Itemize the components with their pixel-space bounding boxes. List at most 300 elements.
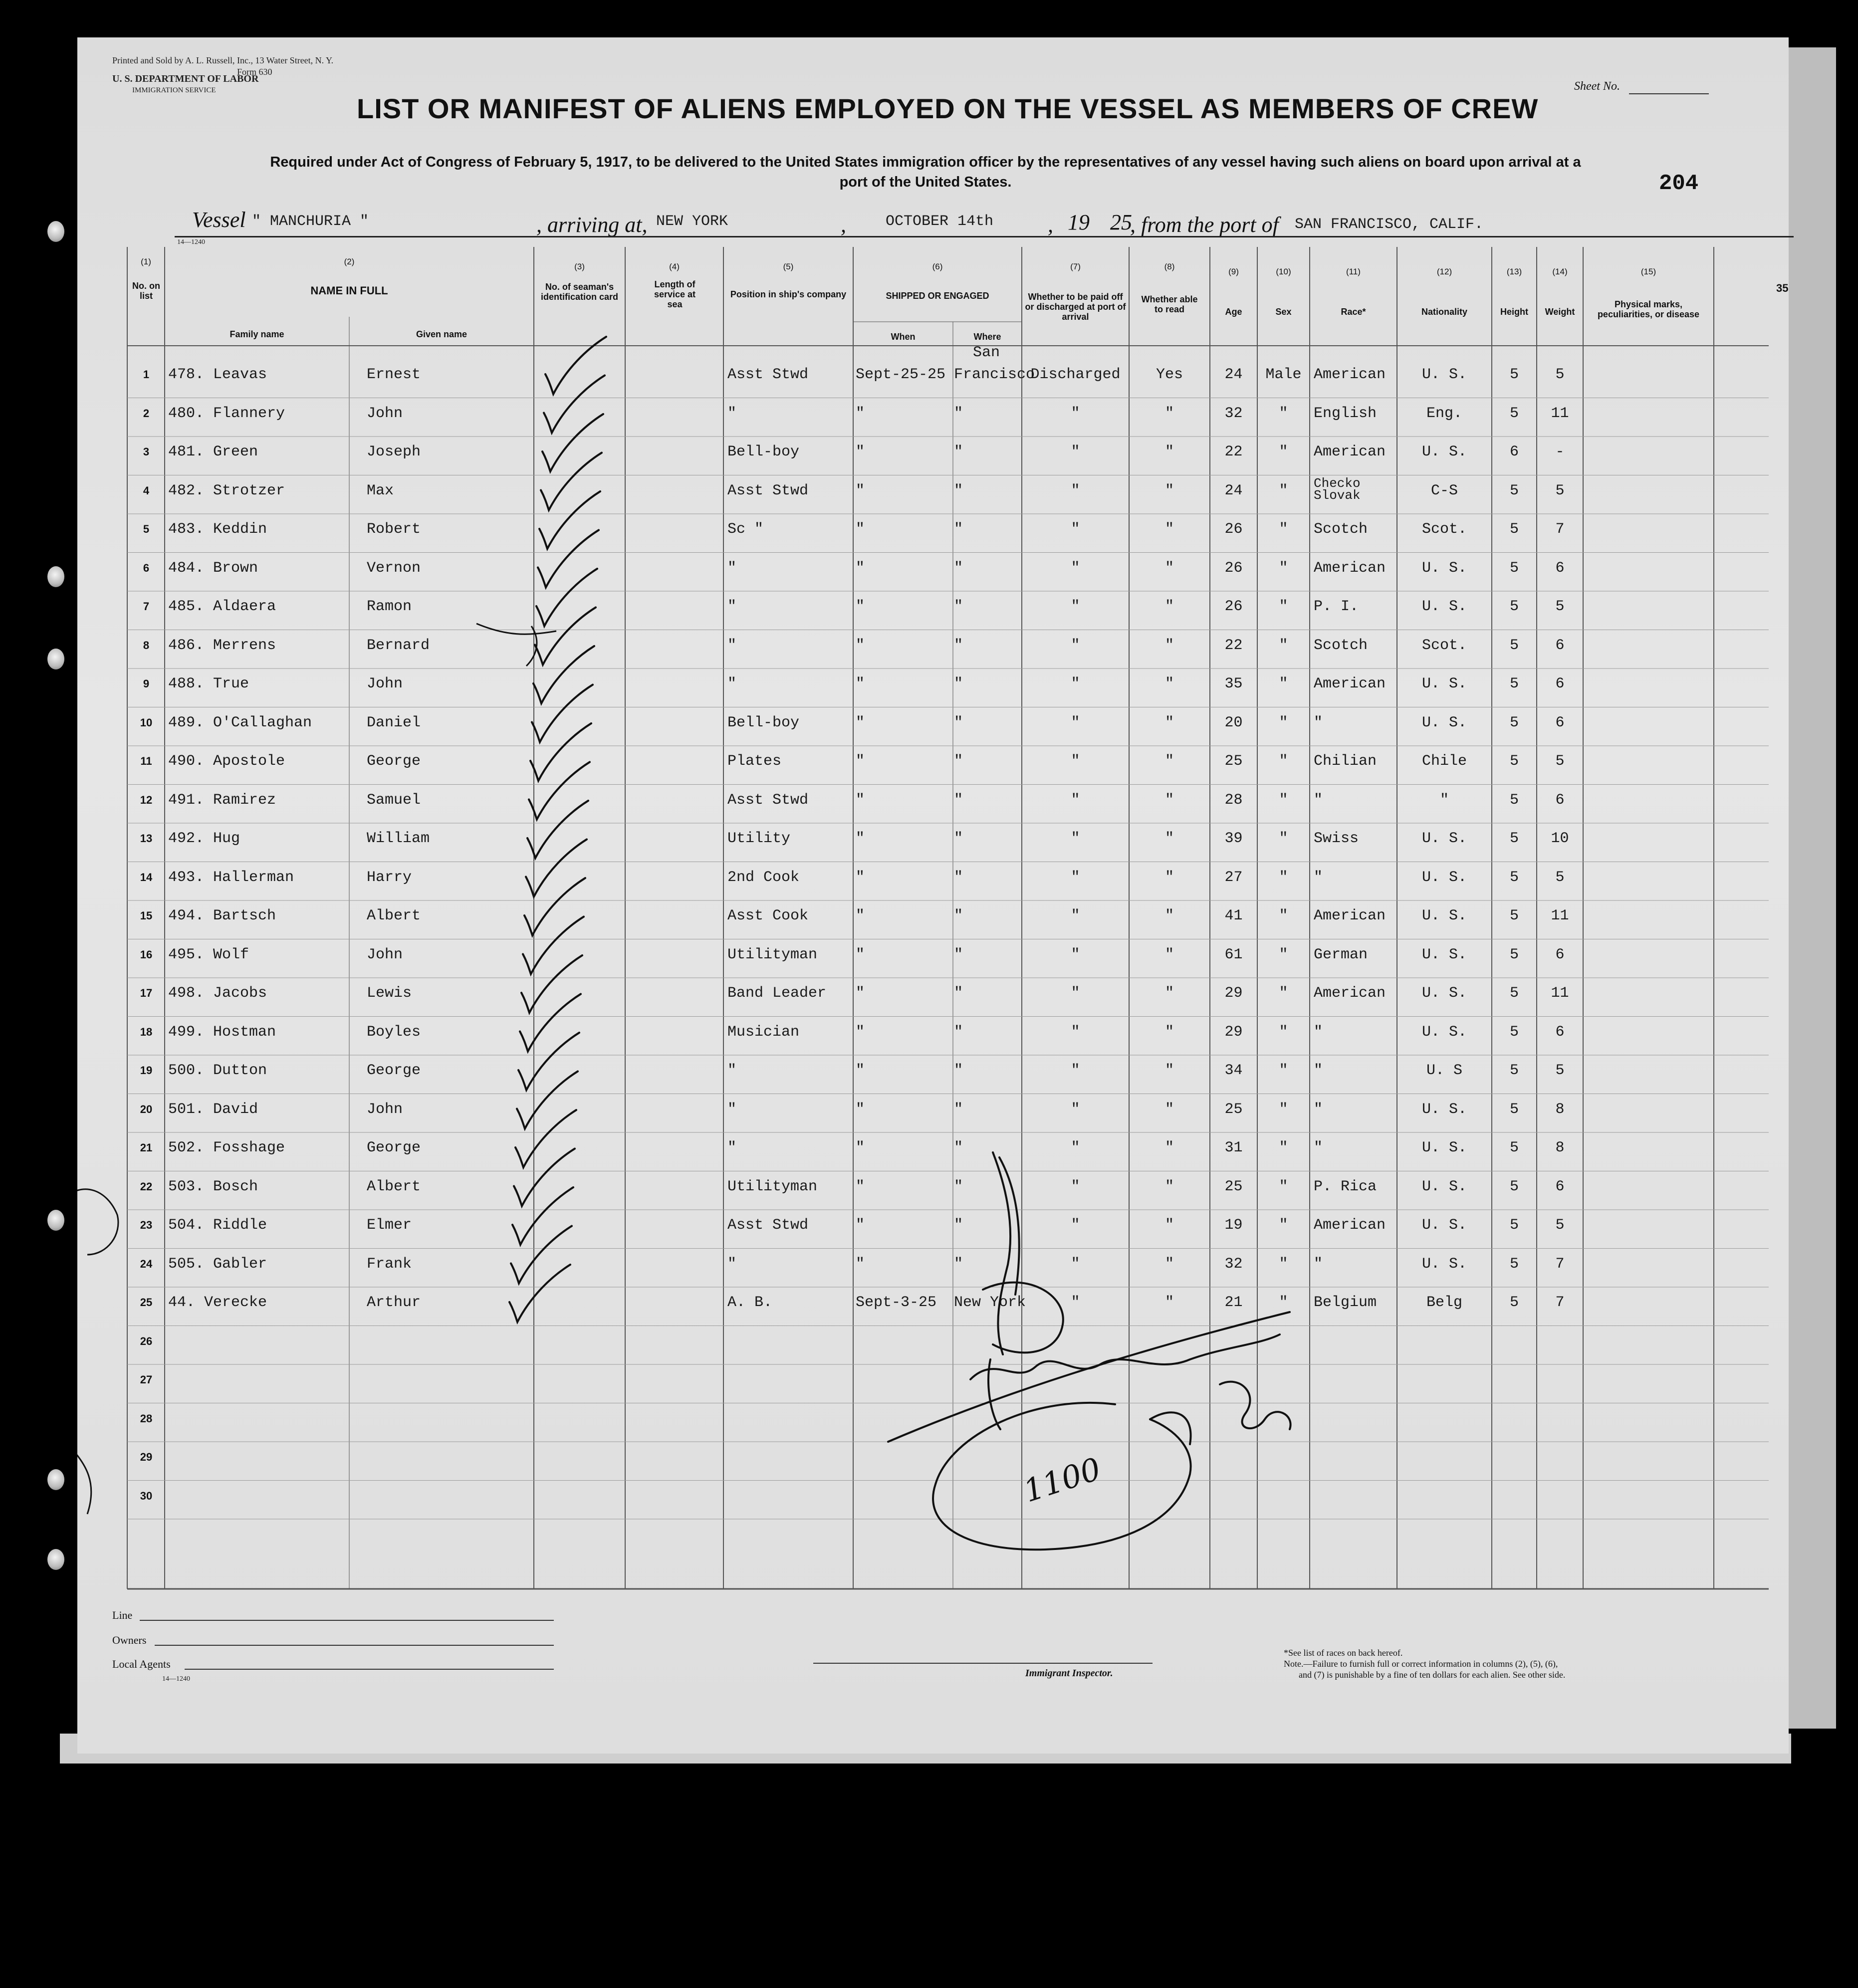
cell-when: " [856, 1101, 865, 1118]
cell-paid: " [1071, 1023, 1080, 1041]
cell-read: " [1164, 1255, 1174, 1273]
cell-paid: Discharged [1030, 366, 1121, 383]
cell-where: " [954, 405, 963, 422]
cell-sex: " [1279, 637, 1288, 654]
cell-read: " [1164, 946, 1174, 963]
year-suffix: 25 [1110, 210, 1132, 234]
binder-hole [47, 1210, 64, 1231]
cell-given: Frank [367, 1255, 412, 1273]
cell-height: 5 [1509, 366, 1519, 383]
cell-weight: 6 [1555, 791, 1565, 809]
cell-sex: " [1279, 869, 1288, 886]
cell-read: " [1164, 1294, 1174, 1311]
col-header-shipped: SHIPPED OR ENGAGED [886, 291, 989, 301]
cell-family: 483. Keddin [168, 521, 267, 538]
cell-race: P. I. [1314, 598, 1359, 615]
cell-height: 5 [1509, 791, 1519, 809]
cell-sex: " [1279, 1062, 1288, 1079]
form-code: 14—1240 [177, 238, 205, 246]
cell-family: 499. Hostman [168, 1023, 276, 1041]
cell-race: English [1314, 405, 1377, 422]
cell-paid: " [1071, 675, 1080, 692]
cell-weight: 5 [1555, 366, 1565, 383]
col-header-id-card: No. of seaman's identification card [540, 282, 619, 302]
cell-age: 25 [1224, 1101, 1243, 1118]
cell-race: Checko Slovak [1314, 475, 1361, 503]
cell-nat: Eng. [1426, 405, 1462, 422]
cell-sex: " [1279, 482, 1288, 499]
cell-given: Daniel [367, 714, 421, 731]
cell-family: 494. Bartsch [168, 907, 276, 924]
cell-weight: 6 [1555, 1178, 1565, 1195]
row-number: 9 [143, 677, 150, 690]
cell-age: 22 [1224, 637, 1243, 654]
cell-where: " [954, 985, 963, 1002]
cell-age: 32 [1224, 1255, 1243, 1273]
cell-when: " [856, 637, 865, 654]
note-penalty-2: and (7) is punishable by a fine of ten dollars for each alien. See other side. [1299, 1670, 1566, 1680]
cell-nat: U. S [1426, 1062, 1462, 1079]
cell-read: " [1164, 714, 1174, 731]
cell-given: John [367, 1101, 403, 1118]
cell-height: 5 [1509, 985, 1519, 1002]
cell-where: " [954, 1023, 963, 1041]
cell-nat: U. S. [1421, 946, 1467, 963]
row-number: 17 [140, 987, 153, 999]
footer-line-label: Line [112, 1609, 133, 1621]
cell-family: 490. Apostole [168, 753, 285, 770]
col-header-position: Position in ship's company [730, 289, 847, 299]
cell-race: " [1314, 869, 1323, 886]
cell-when: " [856, 1217, 865, 1234]
cell-where: New York [954, 1294, 1026, 1311]
cell-weight: 6 [1555, 946, 1565, 963]
cell-given: Ernest [367, 366, 421, 383]
cell-nat: U. S. [1421, 1217, 1467, 1234]
col-header-when: When [891, 332, 916, 342]
cell-read: " [1164, 753, 1174, 770]
cell-read: " [1164, 1101, 1174, 1118]
cell-race: " [1314, 714, 1323, 731]
cell-height: 5 [1509, 598, 1519, 615]
row-number: 29 [140, 1451, 153, 1463]
cell-position: " [727, 637, 737, 654]
col-num-10: (10) [1276, 267, 1291, 276]
col-num-14: (14) [1552, 267, 1568, 276]
binder-hole [47, 1549, 64, 1570]
cell-given: Albert [367, 907, 421, 924]
cell-nat: U. S. [1421, 714, 1467, 731]
cell-paid: " [1071, 637, 1080, 654]
cell-where: " [954, 1062, 963, 1079]
cell-age: 19 [1224, 1217, 1243, 1234]
cell-weight: 6 [1555, 1023, 1565, 1041]
row-number: 15 [140, 909, 153, 922]
cell-position: Utility [727, 830, 791, 847]
cell-sex: " [1279, 405, 1288, 422]
cell-family: 489. O'Callaghan [168, 714, 312, 731]
cell-nat: U. S. [1421, 1101, 1467, 1118]
cell-where: " [954, 1178, 963, 1195]
cell-weight: 7 [1555, 1255, 1565, 1273]
col-header-paid-off: Whether to be paid off or discharged at port of arrival [1025, 292, 1126, 322]
cell-when: Sept-3-25 [856, 1294, 937, 1311]
cell-where: " [954, 1255, 963, 1273]
cell-read: " [1164, 675, 1174, 692]
cell-age: 35 [1224, 675, 1243, 692]
cell-paid: " [1071, 405, 1080, 422]
cell-nat: Belg [1426, 1294, 1462, 1311]
cell-nat: U. S. [1421, 598, 1467, 615]
cell-where: " [954, 559, 963, 577]
cell-sex: " [1279, 598, 1288, 615]
cell-when: " [856, 1139, 865, 1156]
cell-height: 5 [1509, 714, 1519, 731]
cell-weight: 8 [1555, 1139, 1565, 1156]
cell-paid: " [1071, 1178, 1080, 1195]
row-number: 26 [140, 1334, 153, 1347]
col-header-sex: Sex [1275, 307, 1292, 317]
cell-weight: 7 [1555, 521, 1565, 538]
cell-given: William [367, 830, 430, 847]
cell-where: " [954, 1217, 963, 1234]
cell-nat: Chile [1421, 753, 1467, 770]
row-number: 13 [140, 832, 153, 845]
cell-paid: " [1071, 521, 1080, 538]
cell-nat: U. S. [1421, 443, 1467, 460]
cell-read: " [1164, 482, 1174, 499]
cell-read: " [1164, 1062, 1174, 1079]
cell-paid: " [1071, 830, 1080, 847]
cell-family: 492. Hug [168, 830, 240, 847]
cell-height: 5 [1509, 1294, 1519, 1311]
cell-race: " [1314, 791, 1323, 809]
cell-given: George [367, 1139, 421, 1156]
col-header-height: Height [1500, 307, 1528, 317]
cell-race: American [1314, 675, 1386, 692]
cell-height: 5 [1509, 675, 1519, 692]
cell-position: 2nd Cook [727, 869, 800, 886]
cell-race: P. Rica [1314, 1178, 1377, 1195]
cell-age: 31 [1224, 1139, 1243, 1156]
row-number: 1 [143, 368, 150, 381]
col-num-13: (13) [1506, 267, 1522, 276]
cell-when: " [856, 598, 865, 615]
cell-where: " [954, 907, 963, 924]
departure-port: SAN FRANCISCO, CALIF. [1295, 216, 1484, 233]
cell-read: " [1164, 405, 1174, 422]
cell-sex: " [1279, 559, 1288, 577]
cell-age: 29 [1224, 985, 1243, 1002]
cell-where: " [954, 791, 963, 809]
cell-sex: " [1279, 753, 1288, 770]
cell-where: " [954, 830, 963, 847]
cell-when: " [856, 482, 865, 499]
cell-given: John [367, 405, 403, 422]
cell-nat: U. S. [1421, 1178, 1467, 1195]
cell-position: " [727, 598, 737, 615]
col-header-able-read: Whether able to read [1141, 294, 1198, 314]
cell-given: George [367, 1062, 421, 1079]
cell-given: Joseph [367, 443, 421, 460]
cell-position: " [727, 559, 737, 577]
cell-position: Bell-boy [727, 443, 800, 460]
cell-nat: U. S. [1421, 675, 1467, 692]
cell-height: 5 [1509, 1023, 1519, 1041]
cell-paid: " [1071, 1294, 1080, 1311]
year-prefix: 19 [1068, 210, 1090, 234]
cell-age: 25 [1224, 1178, 1243, 1195]
form-number: Form 630 [237, 67, 272, 77]
cell-age: 21 [1224, 1294, 1243, 1311]
cell-read: " [1164, 598, 1174, 615]
cell-nat: U. S. [1421, 830, 1467, 847]
col-num-3: (3) [574, 262, 585, 271]
cell-family: 485. Aldaera [168, 598, 276, 615]
cell-nat: Scot. [1421, 521, 1467, 538]
cell-position: Sc " [727, 521, 764, 538]
cell-when: " [856, 1062, 865, 1079]
cell-family: 486. Merrens [168, 637, 276, 654]
cell-given: Vernon [367, 559, 421, 577]
cell-weight: 11 [1551, 405, 1569, 422]
cell-height: 6 [1509, 443, 1519, 460]
cell-race: Chilian [1314, 753, 1377, 770]
cell-weight: 5 [1555, 753, 1565, 770]
cell-nat: U. S. [1421, 1023, 1467, 1041]
cell-height: 5 [1509, 1178, 1519, 1195]
row-number: 21 [140, 1141, 153, 1154]
row-number: 12 [140, 793, 153, 806]
cell-where: " [954, 946, 963, 963]
cell-age: 27 [1224, 869, 1243, 886]
cell-sex: " [1279, 1255, 1288, 1273]
cell-when: " [856, 869, 865, 886]
col-header-race: Race* [1341, 307, 1366, 317]
cell-race: Belgium [1314, 1294, 1377, 1311]
col-header-no-on-list: No. on list [132, 281, 160, 301]
row-number: 23 [140, 1219, 153, 1231]
cell-age: 26 [1224, 521, 1243, 538]
cell-age: 24 [1224, 482, 1243, 499]
cell-family: 498. Jacobs [168, 985, 267, 1002]
page-number: 204 [1659, 171, 1699, 196]
cell-race: German [1314, 946, 1368, 963]
cell-race: " [1314, 1062, 1323, 1079]
row-number: 4 [143, 484, 150, 497]
cell-weight: 5 [1555, 482, 1565, 499]
cell-family: 503. Bosch [168, 1178, 258, 1195]
row-number: 8 [143, 639, 150, 652]
cell-position: Asst Stwd [727, 1217, 809, 1234]
sheet-number-label: Sheet No. [1574, 80, 1620, 93]
cell-family: 484. Brown [168, 559, 258, 577]
row-number: 20 [140, 1103, 153, 1115]
cell-race: Swiss [1314, 830, 1359, 847]
cell-height: 5 [1509, 1101, 1519, 1118]
cell-weight: 5 [1555, 1217, 1565, 1234]
cell-nat: U. S. [1421, 985, 1467, 1002]
cell-read: " [1164, 791, 1174, 809]
cell-given: Robert [367, 521, 421, 538]
stamp-number: 1100 [1019, 1450, 1106, 1510]
cell-sex: " [1279, 791, 1288, 809]
cell-paid: " [1071, 482, 1080, 499]
row-number: 28 [140, 1412, 153, 1425]
row-number: 19 [140, 1064, 153, 1077]
cell-age: 24 [1224, 366, 1243, 383]
cell-position: " [727, 1255, 737, 1273]
comma-separator: , [1048, 213, 1053, 237]
row-number: 11 [140, 755, 152, 767]
cell-where: Francisco [954, 366, 1035, 383]
cell-nat: U. S. [1421, 907, 1467, 924]
cell-nat: U. S. [1421, 559, 1467, 577]
cell-family: 495. Wolf [168, 946, 249, 963]
cell-race: " [1314, 1101, 1323, 1118]
col-num-9: (9) [1228, 267, 1239, 276]
cell-height: 5 [1509, 482, 1519, 499]
cell-paid: " [1071, 1139, 1080, 1156]
cell-position: A. B. [727, 1294, 773, 1311]
row-number: 22 [140, 1180, 153, 1193]
cell-nat: Scot. [1421, 637, 1467, 654]
footer-local-agents-label: Local Agents [112, 1658, 171, 1670]
cell-sex: " [1279, 1023, 1288, 1041]
cell-family: 505. Gabler [168, 1255, 267, 1273]
cell-when: " [856, 1255, 865, 1273]
cell-family: 481. Green [168, 443, 258, 460]
arriving-label: , arriving at, [536, 213, 648, 237]
cell-race: American [1314, 907, 1386, 924]
cell-paid: " [1071, 753, 1080, 770]
cell-when: " [856, 791, 865, 809]
cell-weight: 5 [1555, 869, 1565, 886]
cell-sex: " [1279, 1294, 1288, 1311]
cell-family: 502. Fosshage [168, 1139, 285, 1156]
cell-weight: 7 [1555, 1294, 1565, 1311]
arrival-port: NEW YORK [656, 213, 728, 230]
col-num-12: (12) [1436, 267, 1452, 276]
subtitle-line-2: port of the United States. [839, 174, 1012, 190]
cell-read: " [1164, 1023, 1174, 1041]
cell-when: " [856, 946, 865, 963]
cell-age: 20 [1224, 714, 1243, 731]
col-num-4: (4) [669, 262, 680, 271]
col-num-11: (11) [1346, 267, 1361, 276]
cell-height: 5 [1509, 907, 1519, 924]
side-page-number: 35 [1776, 282, 1789, 294]
cell-height: 5 [1509, 1062, 1519, 1079]
subtitle-line-1: Required under Act of Congress of February 5, 1917, to be delivered to the United States immigration officer by the representatives of any vessel having such aliens on board upon arrival at a [270, 154, 1581, 170]
cell-position: Plates [727, 753, 782, 770]
cell-race: Scotch [1314, 521, 1368, 538]
cell-age: 29 [1224, 1023, 1243, 1041]
cell-where: " [954, 598, 963, 615]
cell-sex: " [1279, 443, 1288, 460]
from-port-label: , from the port of [1130, 213, 1279, 237]
cell-sex: " [1279, 1217, 1288, 1234]
cell-age: 25 [1224, 753, 1243, 770]
cell-age: 28 [1224, 791, 1243, 809]
note-races: *See list of races on back hereof. [1284, 1648, 1403, 1658]
cell-where: " [954, 675, 963, 692]
cell-paid: " [1071, 869, 1080, 886]
cell-age: 32 [1224, 405, 1243, 422]
cell-sex: " [1279, 830, 1288, 847]
cell-when: " [856, 443, 865, 460]
cell-weight: 11 [1551, 907, 1569, 924]
row-number: 6 [143, 561, 150, 574]
cell-where: " [954, 1101, 963, 1118]
cell-position: " [727, 405, 737, 422]
cell-age: 39 [1224, 830, 1243, 847]
cell-position: " [727, 1062, 737, 1079]
cell-paid: " [1071, 791, 1080, 809]
cell-family: 501. David [168, 1101, 258, 1118]
cell-height: 5 [1509, 830, 1519, 847]
comma-separator: , [841, 213, 846, 237]
cell-paid: " [1071, 1101, 1080, 1118]
cell-race: " [1314, 1139, 1323, 1156]
row-number: 3 [143, 445, 150, 458]
cell-read: " [1164, 985, 1174, 1002]
cell-given: Max [367, 482, 394, 499]
cell-where: " [954, 521, 963, 538]
cell-where: " [954, 869, 963, 886]
cell-family: 480. Flannery [168, 405, 285, 422]
cell-paid: " [1071, 907, 1080, 924]
cell-position: " [727, 1139, 737, 1156]
cell-height: 5 [1509, 405, 1519, 422]
cell-when: Sept-25-25 [856, 366, 946, 383]
row-number: 16 [140, 948, 153, 961]
footer-local-agents-rule [185, 1669, 554, 1670]
cell-family: 482. Strotzer [168, 482, 285, 499]
cell-when: " [856, 559, 865, 577]
cell-read: " [1164, 869, 1174, 886]
cell-paid: " [1071, 985, 1080, 1002]
cell-paid: " [1071, 598, 1080, 615]
cell-sex: Male [1265, 366, 1302, 383]
cell-family: 504. Riddle [168, 1217, 267, 1234]
row-number: 2 [143, 407, 150, 420]
cell-sex: " [1279, 907, 1288, 924]
cell-read: " [1164, 559, 1174, 577]
cell-read: " [1164, 521, 1174, 538]
row-number: 27 [140, 1373, 153, 1386]
col-header-name-in-full: NAME IN FULL [310, 284, 388, 297]
cell-family: 500. Dutton [168, 1062, 267, 1079]
cell-family: 44. Verecke [168, 1294, 267, 1311]
cell-when: " [856, 675, 865, 692]
cell-sex: " [1279, 946, 1288, 963]
cell-height: 5 [1509, 1139, 1519, 1156]
cell-paid: " [1071, 946, 1080, 963]
cell-when: " [856, 521, 865, 538]
col-num-5: (5) [783, 262, 794, 271]
row-number: 24 [140, 1257, 153, 1270]
cell-when: " [856, 753, 865, 770]
cell-position: Asst Stwd [727, 791, 809, 809]
cell-read: " [1164, 1178, 1174, 1195]
col-header-marks: Physical marks, peculiarities, or disease [1597, 299, 1700, 319]
cell-height: 5 [1509, 559, 1519, 577]
cell-weight: 8 [1555, 1101, 1565, 1118]
cell-read: " [1164, 1139, 1174, 1156]
cell-weight: 6 [1555, 714, 1565, 731]
cell-when: " [856, 714, 865, 731]
